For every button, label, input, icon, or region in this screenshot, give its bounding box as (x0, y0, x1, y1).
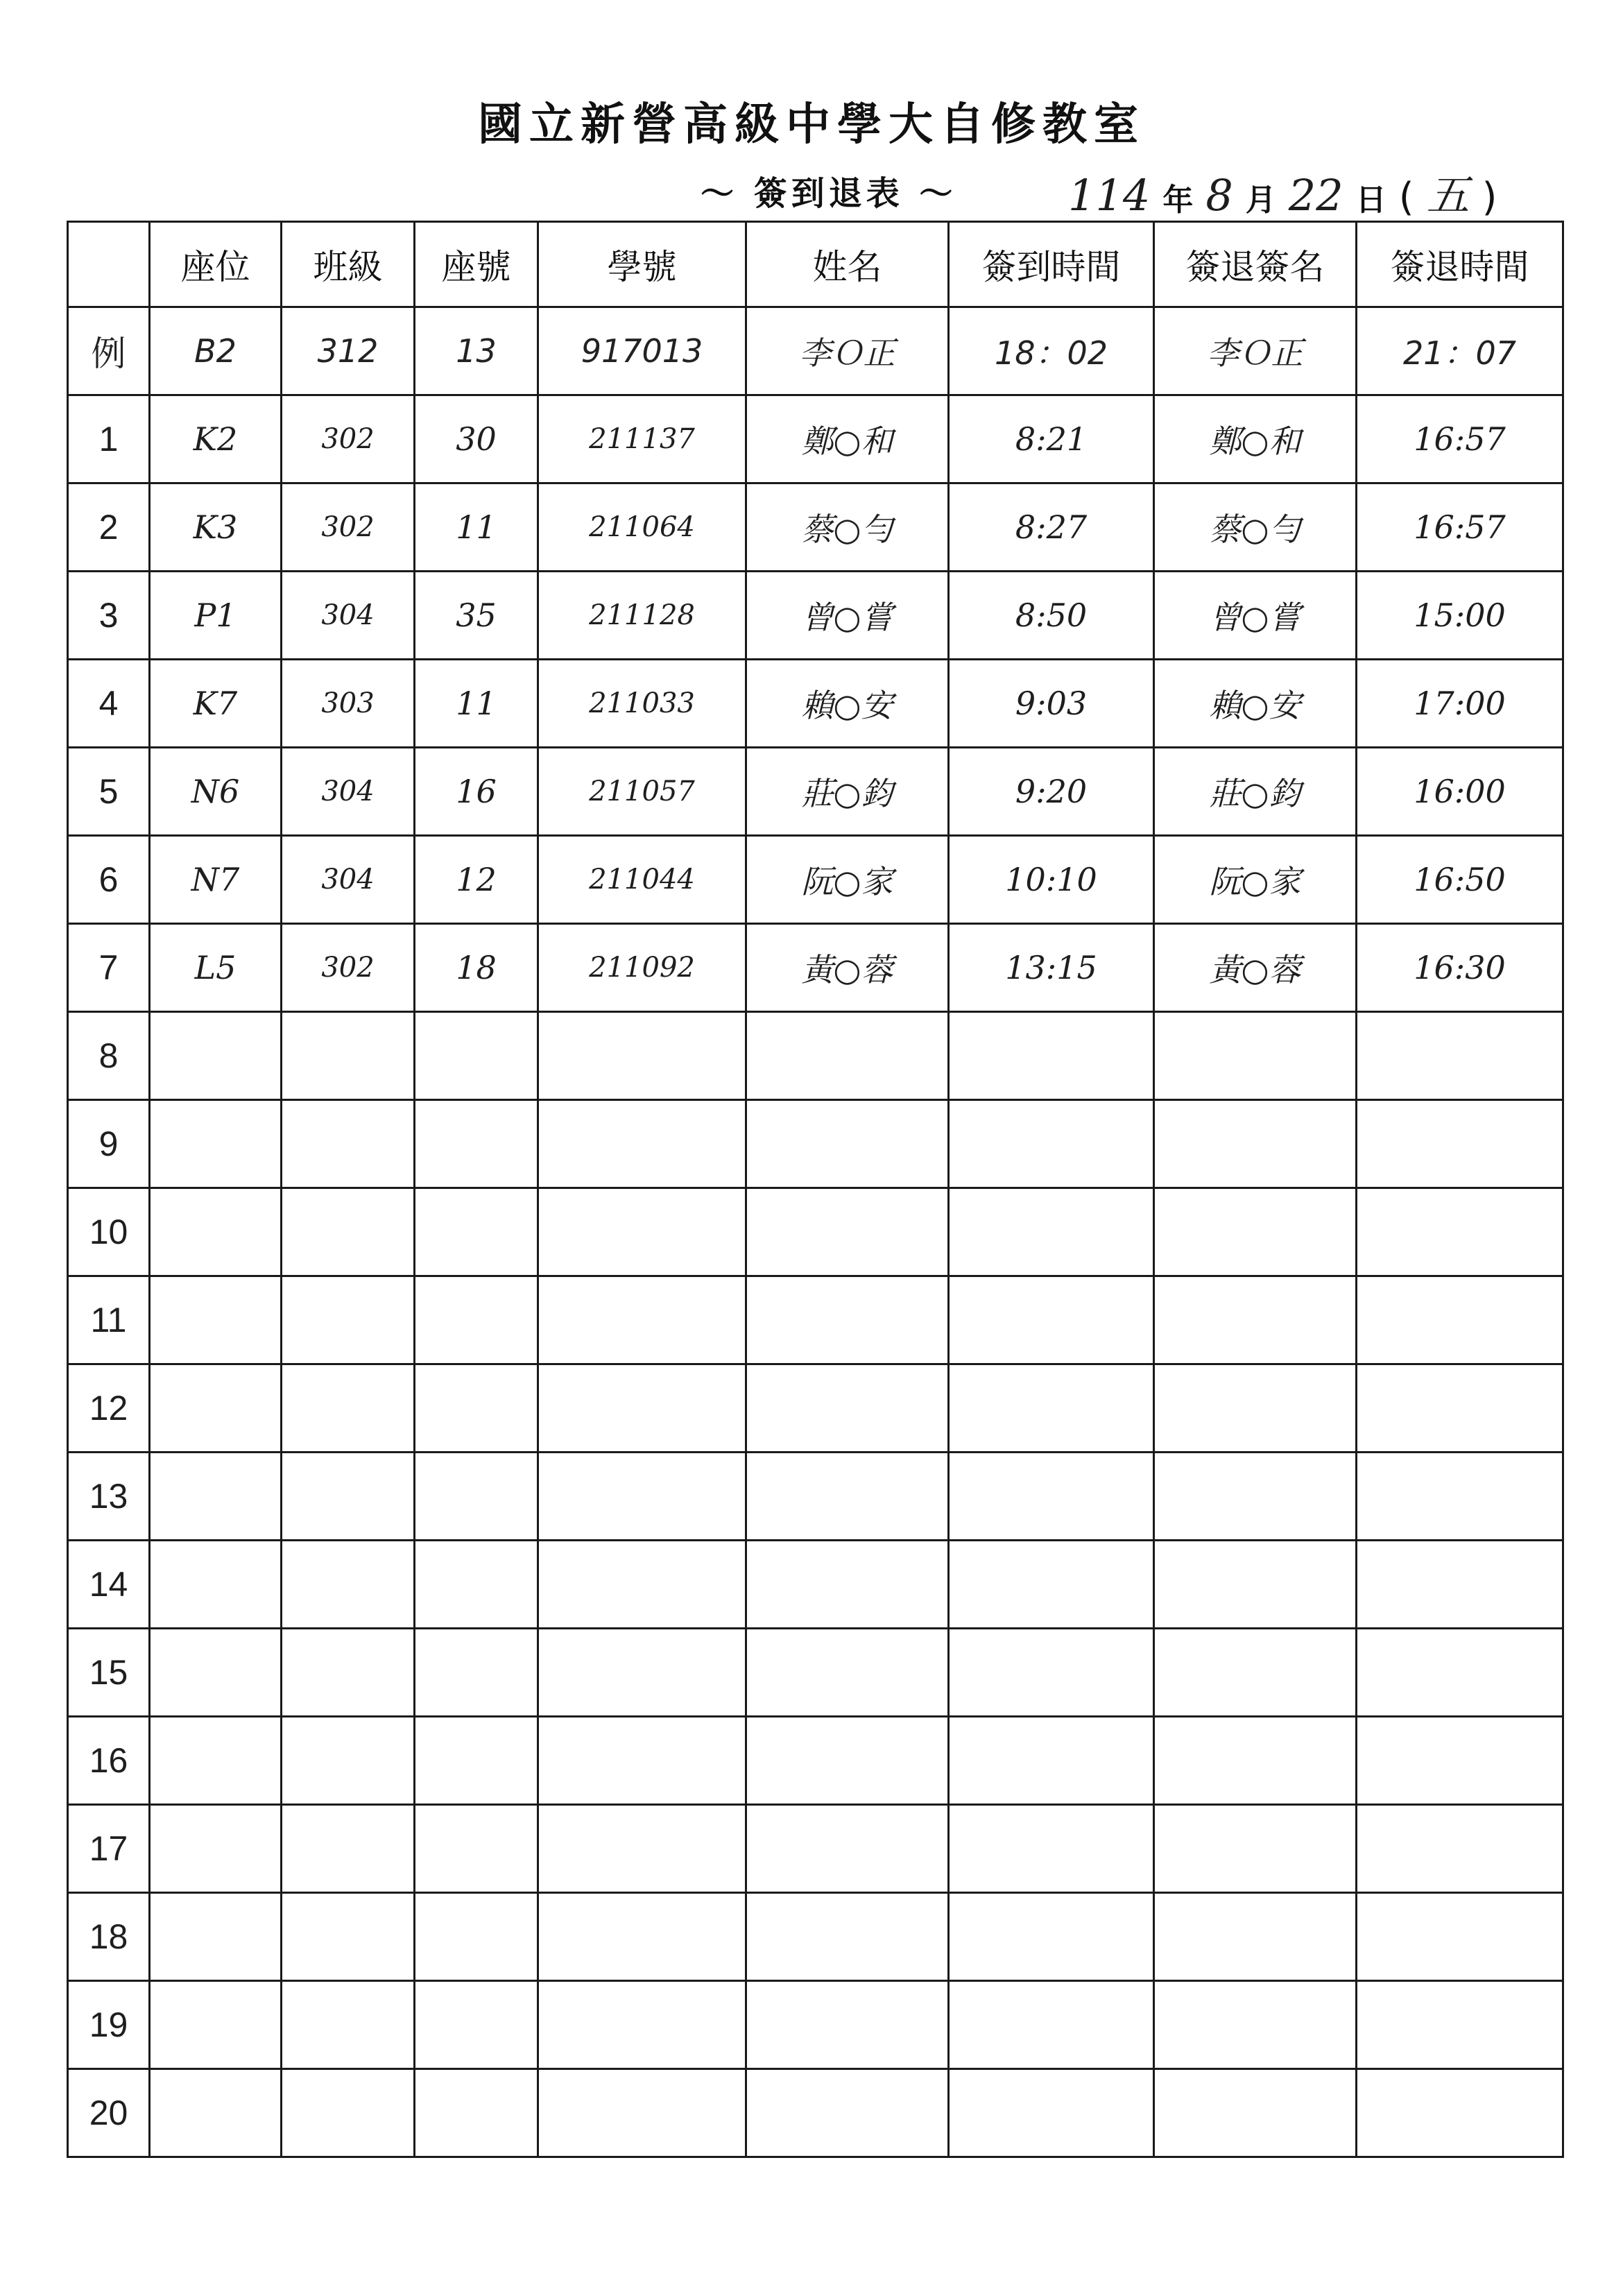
table-row (68, 1188, 1563, 1276)
example-sign-out-time: 21：07 (1357, 307, 1563, 395)
cell-sign-out-name (1154, 1981, 1357, 2069)
cell-student-id: 211033 (538, 660, 746, 748)
cell-name (746, 1805, 949, 1893)
cell-class: 303 (282, 660, 415, 748)
cell-seat (150, 1276, 282, 1364)
date-month-label: 月 (1245, 182, 1276, 218)
cell-sign-out-time: 16:50 (1357, 836, 1563, 924)
table-row (68, 1276, 1563, 1364)
cell-name (746, 1893, 949, 1981)
cell-sign-in-time: 10:10 (949, 836, 1154, 924)
cell-seat (150, 1893, 282, 1981)
cell-number (415, 1364, 538, 1453)
cell-sign-out-name (1154, 1541, 1357, 1629)
cell-sign-in-time (949, 1629, 1154, 1717)
cell-class (282, 1012, 415, 1100)
cell-seat: L5 (150, 924, 282, 1012)
cell-sign-out-time (1357, 1893, 1563, 1981)
cell-name (746, 2069, 949, 2157)
cell-seat: N7 (150, 836, 282, 924)
cell-student-id (538, 1981, 746, 2069)
column-header-student-id: 學號 (538, 222, 746, 307)
column-header-sign-out-time: 簽退時間 (1357, 222, 1563, 307)
cell-seat (150, 2069, 282, 2157)
cell-sign-out-time (1357, 1541, 1563, 1629)
cell-class: 302 (282, 924, 415, 1012)
cell-sign-out-time (1357, 1364, 1563, 1453)
cell-seat: K2 (150, 395, 282, 483)
column-header-name: 姓名 (746, 222, 949, 307)
cell-sign-in-time: 8:27 (949, 483, 1154, 572)
cell-class (282, 1981, 415, 2069)
example-row (68, 307, 1563, 395)
cell-sign-out-name: 曾○嘗 (1154, 572, 1357, 660)
row-number: 15 (68, 1629, 150, 1717)
cell-class (282, 2069, 415, 2157)
cell-sign-in-time (949, 1188, 1154, 1276)
cell-number: 12 (415, 836, 538, 924)
cell-sign-out-name (1154, 1276, 1357, 1364)
table-row (68, 572, 1563, 660)
cell-sign-out-time (1357, 1805, 1563, 1893)
cell-sign-out-name: 阮○家 (1154, 836, 1357, 924)
table-row (68, 1893, 1563, 1981)
column-header-seat: 座位 (150, 222, 282, 307)
cell-sign-out-name (1154, 1717, 1357, 1805)
cell-number: 35 (415, 572, 538, 660)
cell-sign-out-name: 賴○安 (1154, 660, 1357, 748)
table-row (68, 1629, 1563, 1717)
row-number: 20 (68, 2069, 150, 2157)
cell-student-id (538, 1629, 746, 1717)
cell-name (746, 1364, 949, 1453)
cell-seat (150, 1717, 282, 1805)
row-number: 8 (68, 1012, 150, 1100)
row-number: 2 (68, 483, 150, 572)
example-sign-out-name: 李Ｏ正 (1154, 307, 1357, 395)
cell-student-id: 211137 (538, 395, 746, 483)
cell-sign-out-name (1154, 1629, 1357, 1717)
row-number: 19 (68, 1981, 150, 2069)
cell-name (746, 1453, 949, 1541)
cell-seat: K3 (150, 483, 282, 572)
cell-student-id (538, 1188, 746, 1276)
cell-seat: N6 (150, 748, 282, 836)
row-number: 16 (68, 1717, 150, 1805)
cell-sign-out-time (1357, 1188, 1563, 1276)
cell-name: 莊○鈞 (746, 748, 949, 836)
table-row (68, 1012, 1563, 1100)
cell-seat (150, 1188, 282, 1276)
cell-name: 蔡○勻 (746, 483, 949, 572)
cell-sign-in-time (949, 2069, 1154, 2157)
column-header-number: 座號 (415, 222, 538, 307)
cell-seat (150, 1100, 282, 1188)
example-student-id: 917013 (538, 307, 746, 395)
cell-number: 18 (415, 924, 538, 1012)
cell-name (746, 1629, 949, 1717)
table-row (68, 1453, 1563, 1541)
cell-number (415, 1805, 538, 1893)
cell-number (415, 1717, 538, 1805)
cell-sign-in-time (949, 1893, 1154, 1981)
table-row (68, 1981, 1563, 2069)
sign-in-table (67, 221, 1564, 2158)
cell-sign-in-time: 8:21 (949, 395, 1154, 483)
cell-seat (150, 1453, 282, 1541)
cell-student-id (538, 1276, 746, 1364)
cell-number: 11 (415, 660, 538, 748)
cell-sign-in-time (949, 1364, 1154, 1453)
cell-student-id (538, 1805, 746, 1893)
table-row (68, 660, 1563, 748)
cell-class (282, 1541, 415, 1629)
table-row (68, 483, 1563, 572)
cell-student-id (538, 1012, 746, 1100)
cell-sign-out-name: 蔡○勻 (1154, 483, 1357, 572)
example-sign-in-time: 18：02 (949, 307, 1154, 395)
cell-class (282, 1629, 415, 1717)
cell-sign-out-name: 莊○鈞 (1154, 748, 1357, 836)
example-number: 13 (415, 307, 538, 395)
cell-seat (150, 1364, 282, 1453)
column-header-index (68, 222, 150, 307)
cell-student-id (538, 1541, 746, 1629)
cell-student-id: 211092 (538, 924, 746, 1012)
row-number: 17 (68, 1805, 150, 1893)
date-line (1068, 161, 1497, 223)
cell-number (415, 1100, 538, 1188)
cell-number (415, 1541, 538, 1629)
cell-class (282, 1717, 415, 1805)
cell-class (282, 1188, 415, 1276)
cell-seat (150, 1629, 282, 1717)
table-row (68, 1717, 1563, 1805)
example-name: 李Ｏ正 (746, 307, 949, 395)
cell-seat (150, 1805, 282, 1893)
cell-sign-in-time (949, 1981, 1154, 2069)
cell-name (746, 1012, 949, 1100)
cell-sign-in-time (949, 1100, 1154, 1188)
cell-sign-in-time (949, 1453, 1154, 1541)
cell-number (415, 1012, 538, 1100)
column-header-sign-out-name: 簽退簽名 (1154, 222, 1357, 307)
table-row (68, 836, 1563, 924)
cell-number (415, 1453, 538, 1541)
cell-sign-out-time: 16:57 (1357, 395, 1563, 483)
cell-number (415, 2069, 538, 2157)
cell-class (282, 1805, 415, 1893)
cell-sign-in-time (949, 1012, 1154, 1100)
example-seat: B2 (150, 307, 282, 395)
cell-seat (150, 1981, 282, 2069)
cell-name (746, 1188, 949, 1276)
cell-student-id (538, 1893, 746, 1981)
row-number: 3 (68, 572, 150, 660)
date-month: 8 (1205, 170, 1233, 221)
row-number: 7 (68, 924, 150, 1012)
cell-class (282, 1893, 415, 1981)
cell-sign-in-time: 9:20 (949, 748, 1154, 836)
cell-student-id (538, 1100, 746, 1188)
row-number: 9 (68, 1100, 150, 1188)
cell-sign-out-name (1154, 1012, 1357, 1100)
cell-name: 賴○安 (746, 660, 949, 748)
date-weekday: 五 (1426, 170, 1470, 221)
table-row (68, 395, 1563, 483)
cell-number (415, 1981, 538, 2069)
cell-sign-out-name (1154, 1893, 1357, 1981)
cell-name: 曾○嘗 (746, 572, 949, 660)
cell-sign-out-name (1154, 1453, 1357, 1541)
table-row (68, 2069, 1563, 2157)
date-weekday-close: ) (1482, 175, 1497, 220)
cell-sign-out-name: 黃○蓉 (1154, 924, 1357, 1012)
cell-sign-in-time: 8:50 (949, 572, 1154, 660)
row-number: 11 (68, 1276, 150, 1364)
cell-sign-out-time (1357, 1629, 1563, 1717)
cell-number: 16 (415, 748, 538, 836)
row-number: 6 (68, 836, 150, 924)
cell-student-id (538, 1453, 746, 1541)
cell-sign-out-time: 16:57 (1357, 483, 1563, 572)
cell-student-id (538, 2069, 746, 2157)
cell-sign-in-time: 13:15 (949, 924, 1154, 1012)
cell-student-id: 211128 (538, 572, 746, 660)
cell-sign-out-time (1357, 1100, 1563, 1188)
table-row (68, 1100, 1563, 1188)
table-row (68, 1364, 1563, 1453)
page-subtitle: ～ 簽到退表 ～ (701, 174, 957, 213)
cell-number: 11 (415, 483, 538, 572)
cell-name: 黃○蓉 (746, 924, 949, 1012)
cell-sign-out-time (1357, 1981, 1563, 2069)
cell-class (282, 1276, 415, 1364)
cell-class: 304 (282, 572, 415, 660)
cell-class (282, 1364, 415, 1453)
cell-sign-out-time (1357, 1276, 1563, 1364)
row-number: 1 (68, 395, 150, 483)
cell-number: 30 (415, 395, 538, 483)
date-year-label: 年 (1162, 182, 1194, 218)
cell-sign-out-time: 17:00 (1357, 660, 1563, 748)
cell-name: 鄭○和 (746, 395, 949, 483)
table-header-row (68, 222, 1563, 307)
cell-class: 302 (282, 483, 415, 572)
date-year: 114 (1068, 170, 1151, 221)
cell-name (746, 1276, 949, 1364)
cell-class: 304 (282, 836, 415, 924)
cell-name (746, 1981, 949, 2069)
date-day: 22 (1288, 170, 1343, 221)
row-number: 13 (68, 1453, 150, 1541)
cell-seat: K7 (150, 660, 282, 748)
cell-sign-out-time: 15:00 (1357, 572, 1563, 660)
row-number: 14 (68, 1541, 150, 1629)
table-row (68, 1541, 1563, 1629)
row-number: 5 (68, 748, 150, 836)
cell-class: 304 (282, 748, 415, 836)
cell-sign-in-time (949, 1276, 1154, 1364)
cell-sign-out-name (1154, 1364, 1357, 1453)
cell-sign-out-time: 16:30 (1357, 924, 1563, 1012)
cell-number (415, 1188, 538, 1276)
date-weekday-open: ( (1398, 175, 1414, 220)
table-row (68, 924, 1563, 1012)
cell-class: 302 (282, 395, 415, 483)
cell-number (415, 1629, 538, 1717)
example-class: 312 (282, 307, 415, 395)
cell-sign-in-time (949, 1805, 1154, 1893)
cell-student-id (538, 1717, 746, 1805)
cell-name (746, 1717, 949, 1805)
cell-sign-in-time (949, 1541, 1154, 1629)
cell-name (746, 1541, 949, 1629)
cell-seat (150, 1012, 282, 1100)
cell-sign-out-name (1154, 1100, 1357, 1188)
cell-sign-out-name: 鄭○和 (1154, 395, 1357, 483)
cell-sign-out-time (1357, 1012, 1563, 1100)
row-number: 10 (68, 1188, 150, 1276)
cell-student-id: 211057 (538, 748, 746, 836)
column-header-sign-in-time: 簽到時間 (949, 222, 1154, 307)
cell-number (415, 1276, 538, 1364)
cell-sign-out-time (1357, 1717, 1563, 1805)
cell-sign-out-name (1154, 2069, 1357, 2157)
cell-sign-out-name (1154, 1805, 1357, 1893)
table-row (68, 1805, 1563, 1893)
cell-class (282, 1453, 415, 1541)
cell-sign-out-time: 16:00 (1357, 748, 1563, 836)
cell-student-id (538, 1364, 746, 1453)
column-header-class: 班級 (282, 222, 415, 307)
cell-student-id: 211064 (538, 483, 746, 572)
cell-seat: P1 (150, 572, 282, 660)
page-title: 國立新營高級中學大自修教室 (478, 98, 1145, 151)
table-row (68, 748, 1563, 836)
row-number: 4 (68, 660, 150, 748)
cell-seat (150, 1541, 282, 1629)
cell-sign-out-time (1357, 2069, 1563, 2157)
cell-student-id: 211044 (538, 836, 746, 924)
example-label: 例 (68, 307, 150, 395)
row-number: 12 (68, 1364, 150, 1453)
row-number: 18 (68, 1893, 150, 1981)
cell-name: 阮○家 (746, 836, 949, 924)
cell-number (415, 1893, 538, 1981)
cell-sign-in-time (949, 1717, 1154, 1805)
date-day-label: 日 (1355, 182, 1386, 218)
cell-sign-out-name (1154, 1188, 1357, 1276)
cell-class (282, 1100, 415, 1188)
cell-sign-out-time (1357, 1453, 1563, 1541)
cell-name (746, 1100, 949, 1188)
cell-sign-in-time: 9:03 (949, 660, 1154, 748)
